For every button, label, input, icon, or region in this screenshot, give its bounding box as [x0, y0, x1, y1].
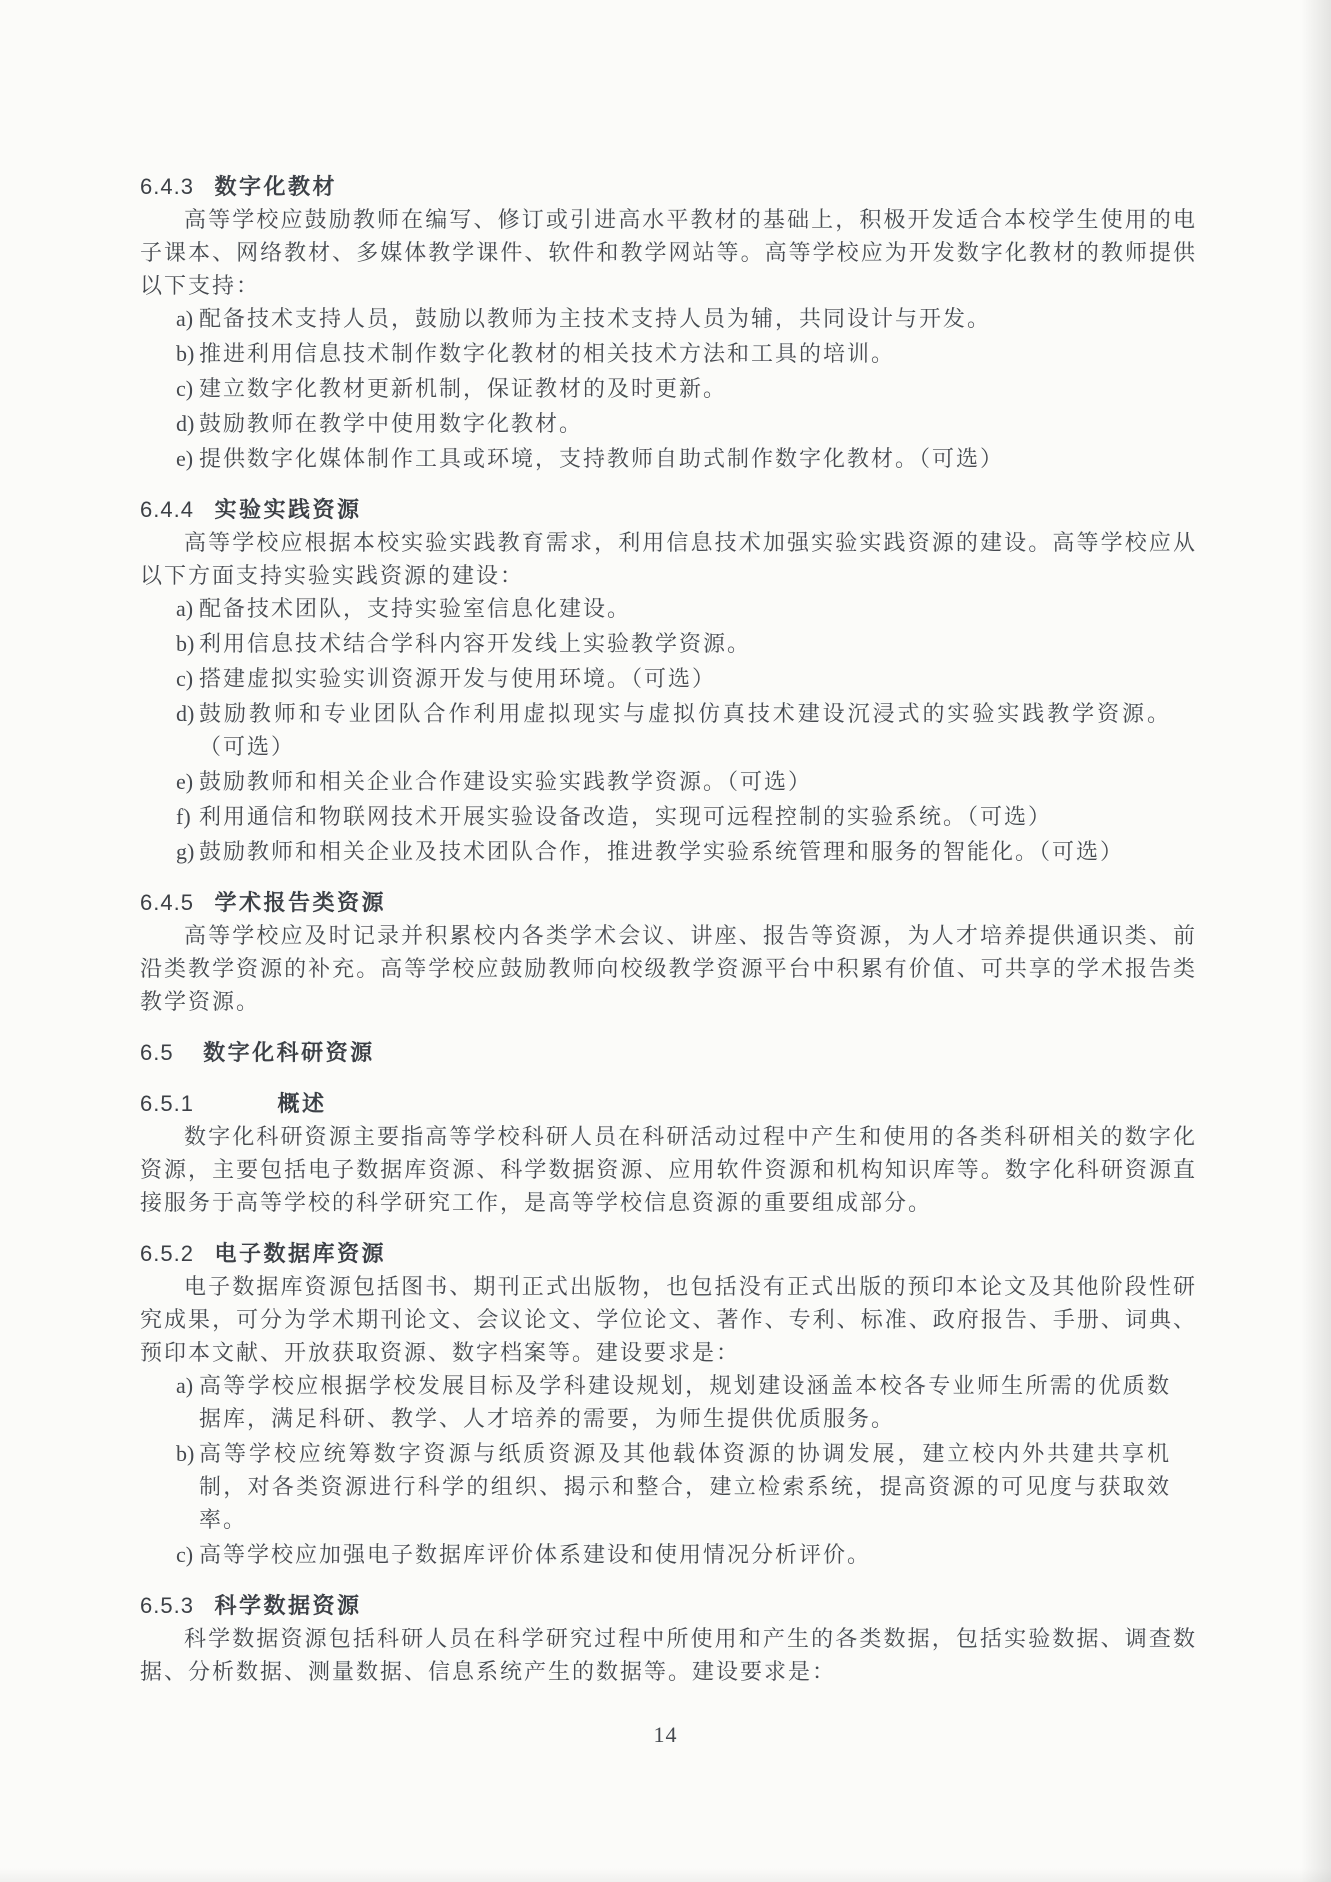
section-heading — [140, 1036, 1197, 1069]
list-item — [140, 800, 1197, 833]
item-text: 鼓励教师和相关企业合作建设实验实践教学资源。（可选） — [199, 769, 813, 794]
item-text: 推进利用信息技术制作数字化教材的相关技术方法和工具的培训。 — [199, 341, 896, 366]
paragraph: 电子数据库资源包括图书、期刊正式出版物，也包括没有正式出版的预印本论文及其他阶段性研究成果，可分为学术期刊论文、会议论文、学位论文、著作、专利、标准、政府报告、手册、词典、预印本文献、开放获取资源、数字档案等。建设要求是： — [140, 1274, 1197, 1365]
section-heading — [140, 1237, 1197, 1270]
section-title: 数字化科研资源 — [203, 1040, 375, 1065]
item-label: c) — [176, 376, 194, 401]
section-number: 6.4.5 — [140, 890, 194, 915]
section-number: 6.5.3 — [140, 1593, 194, 1618]
item-text: 高等学校应加强电子数据库评价体系建设和使用情况分析评价。 — [199, 1542, 872, 1567]
item-text: 配备技术支持人员，鼓励以教师为主技术支持人员为辅，共同设计与开发。 — [199, 306, 992, 331]
section-heading — [140, 493, 1197, 526]
section-6-5-2 — [140, 1237, 1197, 1571]
list-item — [140, 627, 1197, 660]
item-list — [140, 302, 1197, 475]
section-number: 6.5.2 — [140, 1241, 194, 1266]
list-item — [140, 337, 1197, 370]
scan-edge-shadow-right — [1301, 0, 1331, 1882]
item-text: 鼓励教师在教学中使用数字化教材。 — [199, 411, 584, 436]
list-item — [140, 662, 1197, 695]
item-text: 鼓励教师和专业团队合作利用虚拟现实与虚拟仿真技术建设沉浸式的实验实践教学资源。（可选） — [199, 701, 1171, 759]
section-heading — [140, 886, 1197, 919]
list-item — [140, 697, 1197, 763]
section-title: 电子数据库资源 — [214, 1241, 387, 1266]
paragraph: 科学数据资源包括科研人员在科学研究过程中所使用和产生的各类数据，包括实验数据、调查数据、分析数据、测量数据、信息系统产生的数据等。建设要求是： — [140, 1626, 1197, 1684]
document-content — [140, 170, 1197, 1688]
item-list — [140, 1369, 1197, 1571]
item-text: 建立数字化教材更新机制，保证教材的及时更新。 — [199, 376, 728, 401]
item-text: 配备技术团队，支持实验室信息化建设。 — [199, 596, 632, 621]
item-text: 利用通信和物联网技术开展实验设备改造，实现可远程控制的实验系统。（可选） — [199, 804, 1053, 829]
paragraph: 高等学校应鼓励教师在编写、修订或引进高水平教材的基础上，积极开发适合本校学生使用的电子课本、网络教材、多媒体教学课件、软件和教学网站等。高等学校应为开发数字化教材的教师提供以下支持： — [140, 207, 1197, 298]
paragraph: 高等学校应根据本校实验实践教育需求，利用信息技术加强实验实践资源的建设。高等学校应从以下方面支持实验实践资源的建设： — [140, 530, 1197, 588]
list-item — [140, 1538, 1197, 1571]
list-item — [140, 372, 1197, 405]
item-label: b) — [176, 631, 195, 656]
item-label: a) — [176, 596, 194, 621]
section-number: 6.5.1 — [140, 1091, 194, 1116]
list-item — [140, 835, 1197, 868]
section-heading — [140, 1087, 1197, 1120]
item-label: b) — [176, 1441, 195, 1466]
item-label: b) — [176, 341, 195, 366]
section-6-5-3 — [140, 1589, 1197, 1688]
item-label: a) — [176, 1373, 194, 1398]
item-text: 鼓励教师和相关企业及技术团队合作，推进教学实验系统管理和服务的智能化。（可选） — [199, 839, 1125, 864]
item-text: 搭建虚拟实验实训资源开发与使用环境。（可选） — [199, 666, 717, 691]
item-text: 利用信息技术结合学科内容开发线上实验教学资源。 — [199, 631, 752, 656]
item-label: e) — [176, 769, 194, 794]
list-item — [140, 1437, 1197, 1536]
section-title: 学术报告类资源 — [214, 890, 387, 915]
item-label: e) — [176, 446, 194, 471]
item-list — [140, 592, 1197, 868]
scan-edge-shadow-bottom — [0, 1868, 1331, 1882]
section-number: 6.4.3 — [140, 174, 194, 199]
section-6-4-3 — [140, 170, 1197, 475]
section-6-5 — [140, 1036, 1197, 1069]
section-title: 概述 — [277, 1091, 327, 1116]
list-item — [140, 1369, 1197, 1435]
page-number: 14 — [653, 1722, 678, 1747]
item-label: d) — [176, 411, 195, 436]
item-label: f) — [176, 804, 191, 829]
section-6-4-4 — [140, 493, 1197, 868]
list-item — [140, 407, 1197, 440]
section-title: 数字化教材 — [214, 174, 338, 199]
section-number: 6.5 — [140, 1040, 174, 1065]
section-heading — [140, 1589, 1197, 1622]
section-6-4-5 — [140, 886, 1197, 1018]
list-item — [140, 442, 1197, 475]
list-item — [140, 592, 1197, 625]
section-title: 科学数据资源 — [214, 1593, 362, 1618]
section-title: 实验实践资源 — [214, 497, 362, 522]
item-label: g) — [176, 839, 195, 864]
item-text: 高等学校应统筹数字资源与纸质资源及其他载体资源的协调发展，建立校内外共建共享机制，对各类资源进行科学的组织、揭示和整合，建立检索系统，提高资源的可见度与获取效率。 — [199, 1441, 1171, 1532]
section-number: 6.4.4 — [140, 497, 194, 522]
item-label: d) — [176, 701, 195, 726]
item-label: c) — [176, 666, 194, 691]
item-text: 提供数字化媒体制作工具或环境，支持教师自助式制作数字化教材。（可选） — [199, 446, 1005, 471]
paragraph: 高等学校应及时记录并积累校内各类学术会议、讲座、报告等资源，为人才培养提供通识类、前沿类教学资源的补充。高等学校应鼓励教师向校级教学资源平台中积累有价值、可共享的学术报告类教学资源。 — [140, 923, 1197, 1014]
item-label: c) — [176, 1542, 194, 1567]
section-6-5-1 — [140, 1087, 1197, 1219]
list-item — [140, 302, 1197, 335]
section-heading — [140, 170, 1197, 203]
item-text: 高等学校应根据学校发展目标及学科建设规划，规划建设涵盖本校各专业师生所需的优质数据库，满足科研、教学、人才培养的需要，为师生提供优质服务。 — [199, 1373, 1171, 1431]
paragraph: 数字化科研资源主要指高等学校科研人员在科研活动过程中产生和使用的各类科研相关的数字化资源，主要包括电子数据库资源、科学数据资源、应用软件资源和机构知识库等。数字化科研资源直接服务于高等学校的科学研究工作，是高等学校信息资源的重要组成部分。 — [140, 1124, 1197, 1215]
item-label: a) — [176, 306, 194, 331]
list-item — [140, 765, 1197, 798]
